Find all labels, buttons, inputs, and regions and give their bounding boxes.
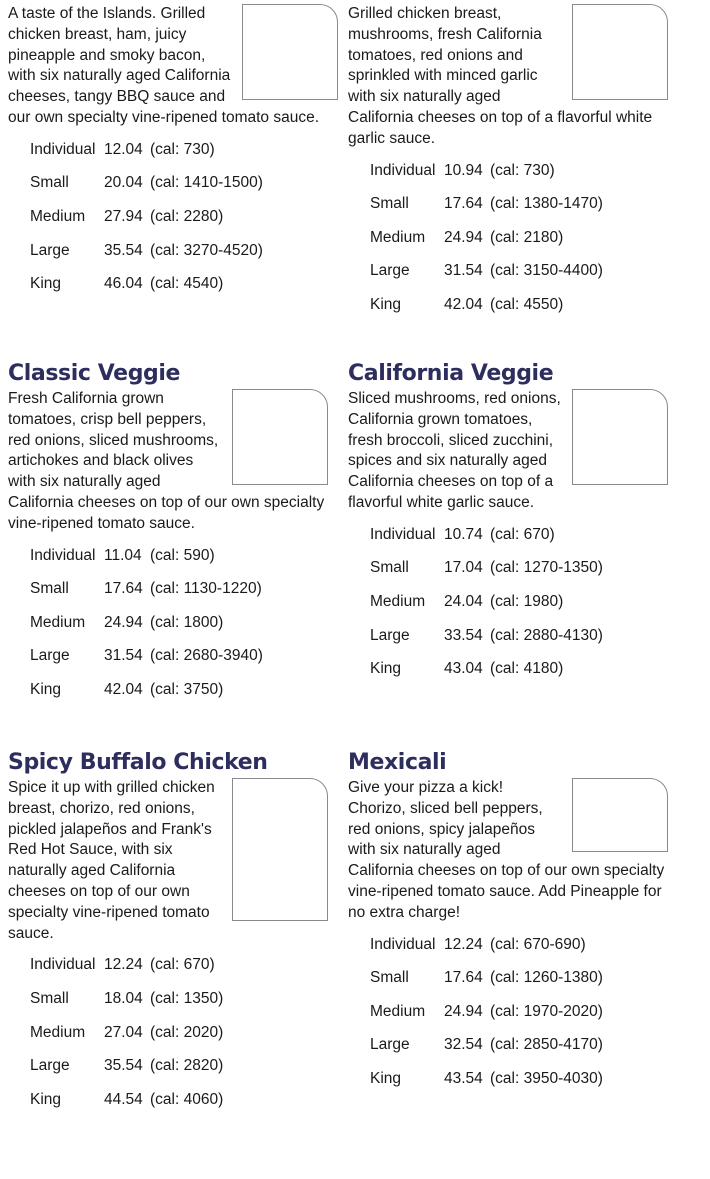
size-label: Individual bbox=[370, 935, 436, 953]
size-label: Small bbox=[30, 174, 69, 192]
pizza-title[interactable]: Spicy Buffalo Chicken bbox=[8, 750, 268, 775]
size-label: Medium bbox=[370, 228, 426, 246]
size-label: Individual bbox=[30, 956, 96, 974]
calorie-info: (cal: 2850-4170) bbox=[490, 1036, 603, 1054]
calorie-info: (cal: 4180) bbox=[490, 660, 564, 678]
pizza-card-hawaiian bbox=[8, 4, 338, 308]
price-value: 27.04 bbox=[104, 1023, 143, 1041]
pizza-description: Grilled chicken breast, mushrooms, fresh California tomatoes, red onions and sprinkled with minced garlic with six naturally aged California cheeses on top of a flavorful white garlic sauce. bbox=[348, 5, 653, 147]
calorie-info: (cal: 1410-1500) bbox=[150, 174, 263, 192]
price-value: 31.54 bbox=[104, 647, 143, 665]
pizza-card-spicy-buffalo-chicken bbox=[8, 748, 328, 1123]
size-label: Individual bbox=[30, 546, 96, 564]
price-list bbox=[30, 546, 328, 714]
size-label: King bbox=[30, 275, 62, 293]
price-row bbox=[30, 173, 338, 207]
calorie-info: (cal: 1270-1350) bbox=[490, 559, 603, 577]
calorie-info: (cal: 4540) bbox=[150, 275, 224, 293]
price-list bbox=[370, 935, 668, 1103]
price-value: 20.04 bbox=[104, 174, 143, 192]
size-label: King bbox=[370, 660, 402, 678]
size-label: Individual bbox=[370, 161, 436, 179]
pizza-image-placeholder[interactable] bbox=[242, 4, 338, 100]
price-list bbox=[370, 161, 688, 329]
price-row bbox=[30, 646, 328, 680]
calorie-info: (cal: 1980) bbox=[490, 592, 564, 610]
size-label: Medium bbox=[30, 613, 86, 631]
pizza-description: Sliced mushrooms, red onions, California grown tomatoes, fresh broccoli, sliced zucchini, spices and six naturally aged California cheeses on top of a flavorful white garlic sauce. bbox=[348, 390, 561, 511]
pizza-card-california-veggie bbox=[348, 359, 668, 693]
calorie-info: (cal: 2280) bbox=[150, 207, 224, 225]
price-row bbox=[370, 1035, 668, 1069]
price-value: 17.04 bbox=[444, 559, 483, 577]
size-label: Large bbox=[30, 241, 70, 259]
price-value: 27.94 bbox=[104, 207, 143, 225]
calorie-info: (cal: 3270-4520) bbox=[150, 241, 263, 259]
price-row bbox=[30, 274, 338, 308]
size-label: Large bbox=[30, 1057, 70, 1075]
calorie-info: (cal: 1800) bbox=[150, 613, 224, 631]
price-row bbox=[30, 955, 328, 989]
size-label: Small bbox=[370, 969, 409, 987]
price-row bbox=[30, 680, 328, 714]
pizza-description: Spice it up with grilled chicken breast, chorizo, red onions, pickled jalapeños and Frank's Red Hot Sauce, with six naturally aged California cheeses on top of our own specialty vine-ripened tomato sauce. bbox=[8, 779, 215, 942]
price-row bbox=[370, 626, 668, 660]
size-label: Small bbox=[30, 989, 69, 1007]
size-label: Small bbox=[370, 195, 409, 213]
size-label: King bbox=[30, 1090, 62, 1108]
price-row bbox=[370, 161, 688, 195]
calorie-info: (cal: 3150-4400) bbox=[490, 262, 603, 280]
price-value: 10.74 bbox=[444, 525, 483, 543]
price-row bbox=[30, 241, 338, 275]
price-value: 17.64 bbox=[444, 969, 483, 987]
price-row bbox=[370, 659, 668, 693]
calorie-info: (cal: 1350) bbox=[150, 989, 224, 1007]
calorie-info: (cal: 1970-2020) bbox=[490, 1002, 603, 1020]
size-label: Medium bbox=[370, 1002, 426, 1020]
size-label: Large bbox=[370, 626, 410, 644]
price-value: 35.54 bbox=[104, 1057, 143, 1075]
price-value: 43.04 bbox=[444, 660, 483, 678]
calorie-info: (cal: 3750) bbox=[150, 680, 224, 698]
pizza-card-classic-veggie bbox=[8, 359, 328, 714]
pizza-image-placeholder[interactable] bbox=[572, 389, 668, 485]
size-label: Individual bbox=[370, 525, 436, 543]
pizza-description: Give your pizza a kick! Chorizo, sliced bell peppers, red onions, spicy jalapeños with six naturally aged California cheeses on top of our own specialty vine-ripened tomato sauce. Add Pineapple for no extra charge! bbox=[348, 779, 665, 921]
calorie-info: (cal: 670) bbox=[490, 525, 555, 543]
calorie-info: (cal: 670-690) bbox=[490, 935, 586, 953]
calorie-info: (cal: 4550) bbox=[490, 295, 564, 313]
price-value: 10.94 bbox=[444, 161, 483, 179]
price-row bbox=[30, 579, 328, 613]
calorie-info: (cal: 2820) bbox=[150, 1057, 224, 1075]
size-label: Medium bbox=[30, 1023, 86, 1041]
price-row bbox=[370, 1069, 668, 1103]
price-row bbox=[30, 989, 328, 1023]
pizza-card-white-garlic-chicken bbox=[348, 4, 688, 329]
calorie-info: (cal: 2680-3940) bbox=[150, 647, 263, 665]
price-value: 42.04 bbox=[444, 295, 483, 313]
price-value: 35.54 bbox=[104, 241, 143, 259]
price-value: 32.54 bbox=[444, 1036, 483, 1054]
price-row bbox=[30, 140, 338, 174]
price-row bbox=[30, 207, 338, 241]
calorie-info: (cal: 1130-1220) bbox=[150, 580, 262, 598]
size-label: Medium bbox=[370, 592, 426, 610]
calorie-info: (cal: 590) bbox=[150, 546, 215, 564]
price-row bbox=[370, 228, 688, 262]
price-row bbox=[30, 1056, 328, 1090]
price-value: 31.54 bbox=[444, 262, 483, 280]
price-list bbox=[30, 140, 338, 308]
price-value: 24.04 bbox=[444, 592, 483, 610]
size-label: Small bbox=[370, 559, 409, 577]
size-label: King bbox=[370, 295, 402, 313]
size-label: Individual bbox=[30, 140, 96, 158]
calorie-info: (cal: 2180) bbox=[490, 228, 564, 246]
pizza-image-placeholder[interactable] bbox=[572, 4, 668, 100]
price-row bbox=[370, 261, 688, 295]
price-row bbox=[370, 935, 668, 969]
price-value: 18.04 bbox=[104, 989, 143, 1007]
size-label: King bbox=[30, 680, 62, 698]
price-value: 17.64 bbox=[444, 195, 483, 213]
size-label: Large bbox=[370, 262, 410, 280]
price-value: 24.94 bbox=[104, 613, 143, 631]
calorie-info: (cal: 2880-4130) bbox=[490, 626, 603, 644]
size-label: Large bbox=[30, 647, 70, 665]
price-value: 11.04 bbox=[104, 546, 142, 564]
price-row bbox=[370, 968, 668, 1002]
calorie-info: (cal: 730) bbox=[490, 161, 555, 179]
price-row bbox=[370, 592, 668, 626]
price-value: 43.54 bbox=[444, 1069, 483, 1087]
price-row bbox=[30, 546, 328, 580]
pizza-description: Fresh California grown tomatoes, crisp bell peppers, red onions, sliced mushrooms, artichokes and black olives with six naturally aged California cheeses on top of our own specialty vine-ripened tomato sauce. bbox=[8, 390, 325, 532]
size-label: King bbox=[370, 1069, 402, 1087]
pizza-image-placeholder[interactable] bbox=[232, 778, 328, 921]
price-value: 12.24 bbox=[444, 935, 483, 953]
calorie-info: (cal: 4060) bbox=[150, 1090, 224, 1108]
price-list bbox=[30, 955, 328, 1123]
price-value: 33.54 bbox=[444, 626, 483, 644]
calorie-info: (cal: 670) bbox=[150, 956, 215, 974]
price-row bbox=[370, 194, 688, 228]
pizza-card-mexicali bbox=[348, 748, 668, 1103]
price-list bbox=[370, 525, 668, 693]
price-row bbox=[370, 558, 668, 592]
price-row bbox=[370, 295, 688, 329]
size-label: Large bbox=[370, 1036, 410, 1054]
size-label: Small bbox=[30, 580, 69, 598]
calorie-info: (cal: 1380-1470) bbox=[490, 195, 603, 213]
pizza-description: A taste of the Islands. Grilled chicken breast, ham, juicy pineapple and smoky bacon, with six naturally aged California cheeses, tangy BBQ sauce and our own specialty vine-ripened tomato sauce. bbox=[8, 5, 320, 126]
size-label: Medium bbox=[30, 207, 86, 225]
price-value: 24.94 bbox=[444, 228, 483, 246]
price-row bbox=[30, 1090, 328, 1124]
calorie-info: (cal: 730) bbox=[150, 140, 215, 158]
price-value: 17.64 bbox=[104, 580, 143, 598]
pizza-title[interactable]: Mexicali bbox=[348, 750, 447, 775]
pizza-title[interactable]: California Veggie bbox=[348, 361, 554, 386]
price-value: 12.24 bbox=[104, 956, 143, 974]
pizza-image-placeholder[interactable] bbox=[572, 778, 668, 852]
calorie-info: (cal: 2020) bbox=[150, 1023, 224, 1041]
price-value: 24.94 bbox=[444, 1002, 483, 1020]
price-row bbox=[30, 613, 328, 647]
price-value: 12.04 bbox=[104, 140, 143, 158]
price-value: 42.04 bbox=[104, 680, 143, 698]
calorie-info: (cal: 1260-1380) bbox=[490, 969, 603, 987]
price-value: 46.04 bbox=[104, 275, 143, 293]
price-value: 44.54 bbox=[104, 1090, 143, 1108]
calorie-info: (cal: 3950-4030) bbox=[490, 1069, 603, 1087]
price-row bbox=[370, 525, 668, 559]
price-row bbox=[370, 1002, 668, 1036]
pizza-image-placeholder[interactable] bbox=[232, 389, 328, 485]
pizza-title[interactable]: Classic Veggie bbox=[8, 361, 181, 386]
price-row bbox=[30, 1023, 328, 1057]
